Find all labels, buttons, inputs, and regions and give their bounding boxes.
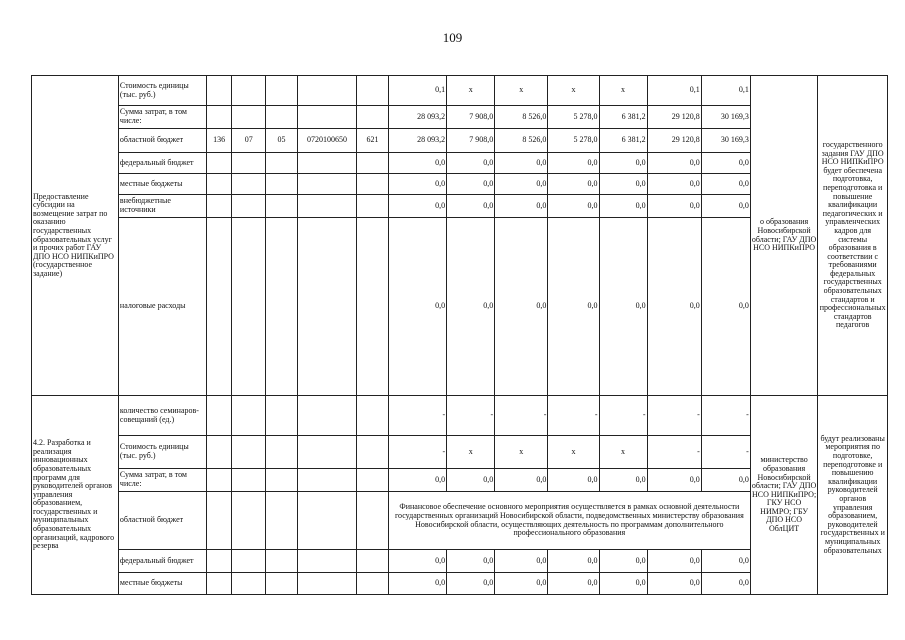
value-cell: x	[548, 436, 599, 469]
value-cell: 0,0	[599, 153, 647, 174]
row-label: количество семинаров-совещаний (ед.)	[118, 396, 206, 436]
measure-title: 4.2. Разработка и реализация инновационных образовательных программ для руководителей органов управления образованием, государственных и муниципальных образовательных организаций, кадрового резерва	[32, 396, 119, 595]
value-cell: x	[447, 436, 495, 469]
row-label: Стоимость единицы (тыс. руб.)	[118, 76, 206, 106]
executor-cell: министерство образования Новосибирской области; ГАУ ДПО НСО НИПКиПРО; ГКУ НСО НИМРО; ГБУ ДПО НСО ОблЦИТ	[750, 396, 817, 595]
value-cell: 0,0	[701, 153, 750, 174]
value-cell: 0,0	[447, 153, 495, 174]
empty-cell	[232, 153, 266, 174]
value-cell: 0,0	[701, 195, 750, 218]
value-cell: 0,0	[599, 573, 647, 595]
value-cell: x	[495, 436, 548, 469]
value-cell: 621	[357, 129, 389, 153]
empty-cell	[297, 436, 356, 469]
empty-cell	[266, 492, 298, 550]
value-cell: 7 908,0	[447, 106, 495, 129]
empty-cell	[232, 396, 266, 436]
value-cell: 0,0	[447, 469, 495, 492]
value-cell: 0,0	[548, 153, 599, 174]
empty-cell	[297, 218, 356, 396]
value-cell: 0,0	[647, 218, 701, 396]
executor-cell: о образования Новосибирской области; ГАУ ДПО НСО НИПКиПРО	[750, 76, 817, 396]
empty-cell	[266, 573, 298, 595]
empty-cell	[357, 76, 389, 106]
value-cell: 0,0	[701, 218, 750, 396]
empty-cell	[297, 106, 356, 129]
empty-cell	[357, 195, 389, 218]
result-cell: будут реализованы мероприятия по подготовке, переподготовке и повышению квалификации руководителей органов управления образованием, руководителей государственных и муниципальных образовательных	[818, 396, 888, 595]
value-cell: 0,1	[701, 76, 750, 106]
value-cell: 0,0	[548, 573, 599, 595]
empty-cell	[297, 195, 356, 218]
value-cell: 0,0	[388, 218, 446, 396]
value-cell: 30 169,3	[701, 106, 750, 129]
empty-cell	[297, 573, 356, 595]
row-label: областной бюджет	[118, 129, 206, 153]
value-cell: 0,0	[388, 153, 446, 174]
value-cell: 0,0	[647, 550, 701, 573]
empty-cell	[297, 469, 356, 492]
value-cell: 136	[206, 129, 232, 153]
value-cell: 30 169,3	[701, 129, 750, 153]
value-cell: 0,0	[447, 550, 495, 573]
empty-cell	[266, 106, 298, 129]
value-cell: 0,0	[701, 550, 750, 573]
empty-cell	[357, 396, 389, 436]
value-cell: 28 093,2	[388, 129, 446, 153]
value-cell: x	[599, 436, 647, 469]
value-cell: 7 908,0	[447, 129, 495, 153]
program-table	[31, 75, 888, 595]
result-cell: государственного задания ГАУ ДПО НСО НИПКиПРО будет обеспечена подготовка, переподготовка и повышение квалификации педагогических и управленческих кадров для системы образования в соответствии с требованиями федеральных государственных образовательных стандартов и профессиональных стандартов педагогов	[818, 76, 888, 396]
value-cell: 0,0	[647, 573, 701, 595]
measure-title: Предоставление субсидии на возмещение затрат по оказанию государственных образовательных услуг и прочих работ ГАУ ДПО НСО НИПКиПРО (государственное задание)	[32, 76, 119, 396]
empty-cell	[266, 469, 298, 492]
value-cell: 0,0	[599, 550, 647, 573]
value-cell: 0,0	[599, 174, 647, 195]
value-cell: 8 526,0	[495, 106, 548, 129]
empty-cell	[297, 492, 356, 550]
table-row	[32, 76, 888, 106]
value-cell: 07	[232, 129, 266, 153]
row-label: федеральный бюджет	[118, 153, 206, 174]
empty-cell	[266, 174, 298, 195]
value-cell: -	[701, 436, 750, 469]
value-cell: 05	[266, 129, 298, 153]
value-cell: 0,0	[447, 218, 495, 396]
empty-cell	[232, 195, 266, 218]
empty-cell	[266, 218, 298, 396]
value-cell: 0,0	[701, 174, 750, 195]
empty-cell	[266, 195, 298, 218]
empty-cell	[266, 153, 298, 174]
empty-cell	[357, 492, 389, 550]
value-cell: 0,0	[495, 550, 548, 573]
empty-cell	[357, 436, 389, 469]
row-label: внебюджетные источники	[118, 195, 206, 218]
empty-cell	[357, 218, 389, 396]
value-cell: 0,1	[388, 76, 446, 106]
value-cell: 6 381,2	[599, 129, 647, 153]
row-label: налоговые расходы	[118, 218, 206, 396]
value-cell: -	[388, 436, 446, 469]
empty-cell	[206, 396, 232, 436]
value-cell: 0,0	[548, 174, 599, 195]
empty-cell	[232, 492, 266, 550]
empty-cell	[232, 106, 266, 129]
value-cell: 0,0	[647, 195, 701, 218]
value-cell: -	[701, 396, 750, 436]
empty-cell	[297, 76, 356, 106]
empty-cell	[357, 153, 389, 174]
empty-cell	[266, 550, 298, 573]
value-cell: -	[388, 396, 446, 436]
value-cell: 0,0	[599, 195, 647, 218]
value-cell: 6 381,2	[599, 106, 647, 129]
empty-cell	[232, 218, 266, 396]
empty-cell	[266, 436, 298, 469]
value-cell: 0,0	[388, 195, 446, 218]
value-cell: x	[447, 76, 495, 106]
empty-cell	[266, 76, 298, 106]
value-cell: 0,1	[647, 76, 701, 106]
value-cell: 28 093,2	[388, 106, 446, 129]
empty-cell	[357, 573, 389, 595]
value-cell: 0,0	[599, 218, 647, 396]
value-cell: x	[548, 76, 599, 106]
value-cell: 0,0	[548, 195, 599, 218]
value-cell: 0,0	[548, 469, 599, 492]
empty-cell	[206, 550, 232, 573]
value-cell: 0,0	[548, 550, 599, 573]
empty-cell	[232, 550, 266, 573]
value-cell: 0,0	[647, 469, 701, 492]
empty-cell	[206, 153, 232, 174]
empty-cell	[206, 106, 232, 129]
value-cell: 0,0	[447, 195, 495, 218]
empty-cell	[357, 469, 389, 492]
value-cell: 0,0	[388, 469, 446, 492]
value-cell: 0,0	[548, 218, 599, 396]
value-cell: -	[447, 396, 495, 436]
empty-cell	[206, 573, 232, 595]
empty-cell	[206, 195, 232, 218]
value-cell: -	[647, 396, 701, 436]
value-cell: 0,0	[495, 573, 548, 595]
value-cell: 8 526,0	[495, 129, 548, 153]
empty-cell	[357, 174, 389, 195]
table-row	[32, 396, 888, 436]
value-cell: x	[495, 76, 548, 106]
value-cell: 0,0	[701, 469, 750, 492]
empty-cell	[297, 550, 356, 573]
empty-cell	[266, 396, 298, 436]
empty-cell	[206, 436, 232, 469]
empty-cell	[206, 218, 232, 396]
empty-cell	[232, 469, 266, 492]
row-label: местные бюджеты	[118, 174, 206, 195]
value-cell: -	[599, 396, 647, 436]
value-cell: 0,0	[495, 469, 548, 492]
row-label: федеральный бюджет	[118, 550, 206, 573]
value-cell: 0,0	[495, 153, 548, 174]
value-cell: 0,0	[447, 573, 495, 595]
value-cell: 0,0	[388, 573, 446, 595]
value-cell: 29 120,8	[647, 129, 701, 153]
empty-cell	[297, 396, 356, 436]
empty-cell	[206, 174, 232, 195]
value-cell: -	[495, 396, 548, 436]
value-cell: 0,0	[647, 153, 701, 174]
empty-cell	[232, 76, 266, 106]
empty-cell	[232, 174, 266, 195]
value-cell: x	[599, 76, 647, 106]
value-cell: 0,0	[647, 174, 701, 195]
value-cell: -	[647, 436, 701, 469]
value-cell: 0,0	[495, 195, 548, 218]
row-label: Сумма затрат, в том числе:	[118, 106, 206, 129]
row-label: областной бюджет	[118, 492, 206, 550]
empty-cell	[297, 153, 356, 174]
value-cell: -	[548, 396, 599, 436]
page-number: 109	[442, 30, 463, 45]
empty-cell	[206, 76, 232, 106]
value-cell: 0,0	[447, 174, 495, 195]
empty-cell	[206, 492, 232, 550]
empty-cell	[232, 573, 266, 595]
value-cell: 0,0	[599, 469, 647, 492]
value-cell: 5 278,0	[548, 106, 599, 129]
value-cell: 0,0	[388, 174, 446, 195]
row-label: Сумма затрат, в том числе:	[118, 469, 206, 492]
financing-note: Финансовое обеспечение основного мероприятия осуществляется в рамках основной деятельности государственных организаций Новосибирской области, подведомственных министерству образования Новосибирской области, осуществляющих деятельность по программам дополнительного профессионального образования	[388, 492, 750, 550]
empty-cell	[357, 106, 389, 129]
value-cell: 0,0	[495, 218, 548, 396]
value-cell: 0,0	[701, 573, 750, 595]
empty-cell	[206, 469, 232, 492]
value-cell: 0,0	[495, 174, 548, 195]
empty-cell	[232, 436, 266, 469]
value-cell: 0,0	[388, 550, 446, 573]
empty-cell	[297, 174, 356, 195]
row-label: Стоимость единицы (тыс. руб.)	[118, 436, 206, 469]
value-cell: 5 278,0	[548, 129, 599, 153]
value-cell: 0720100650	[297, 129, 356, 153]
row-label: местные бюджеты	[118, 573, 206, 595]
value-cell: 29 120,8	[647, 106, 701, 129]
empty-cell	[357, 550, 389, 573]
